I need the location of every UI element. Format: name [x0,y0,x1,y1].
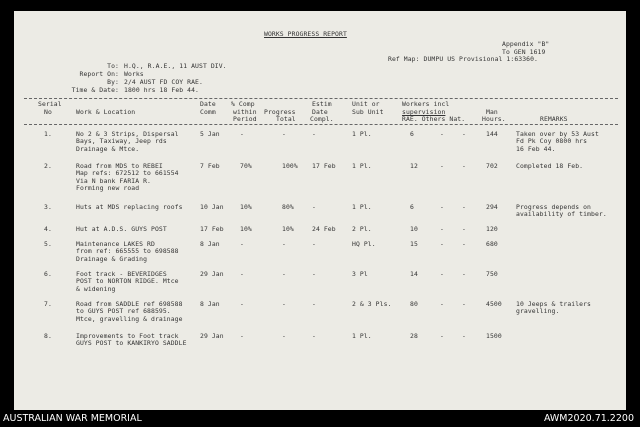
col-workers-supervision: supervision [402,108,446,116]
time-date-value: 1800 hrs 18 Feb 44. [124,86,200,94]
row-others: - [440,130,444,138]
col-date-comm: Comm [200,108,216,116]
row-unit: 1 Pl. [352,203,372,211]
row-date: 8 Jan [200,240,220,248]
row-comp: 70% [240,162,252,170]
row-rae: 6 [410,130,414,138]
col-date: Date [200,100,216,108]
col-serial-no: No [44,108,52,116]
row-total: - [282,240,286,248]
col-work-location: Work & Location [76,108,136,116]
row-work-line: Map refs: 672512 to 661554 [76,169,179,178]
appendix-label: Appendix "B" [502,40,550,48]
row-remarks-line: 10 Jeeps & trailers [516,300,592,308]
row-work-line: Drainage & Grading [76,254,148,263]
row-unit: 3 Pl [352,270,368,278]
row-date: 7 Feb [200,162,220,170]
col-man: Man [486,108,498,116]
row-work-line: Via N bank FARIA R. [76,176,152,185]
row-total: 80% [282,203,294,211]
row-others: - [440,300,444,308]
row-serial: 1. [44,130,52,138]
row-remarks-line: availability of timber. [516,210,607,219]
row-nat: - [462,162,466,170]
row-serial: 3. [44,203,52,211]
row-comp: 10% [240,225,252,233]
row-work-line: Road from SADDLE ref 698588 [76,300,183,308]
row-work-line: Drainage & Mtce. [76,144,140,153]
row-work-line: Foot track - BEVERIDGES [76,270,167,278]
row-date: 8 Jan [200,300,220,308]
row-estim: 24 Feb [312,225,336,233]
row-work-line: Hut at A.D.S. GUYS POST [76,225,167,233]
ref-map: Ref Map: DUMPU US Provisional 1:63360. [388,55,539,63]
row-unit: 2 Pl. [352,225,372,233]
row-hours: 144 [486,130,498,138]
row-rae: 15 [410,240,418,248]
col-progress: Progress [264,108,296,116]
row-unit: 2 & 3 Pls. [352,300,392,308]
row-comp: - [240,270,244,278]
row-comp: - [240,240,244,248]
row-estim: 17 Feb [312,162,336,170]
by-value: 2/4 AUST FD COY RAE. [124,78,203,86]
row-estim: - [312,300,316,308]
col-man-hours: Hours. [482,115,506,123]
row-nat: - [462,203,466,211]
row-date: 17 Feb [200,225,224,233]
row-nat: - [462,300,466,308]
col-sub-unit: Sub Unit [352,108,384,116]
footer-left: AUSTRALIAN WAR MEMORIAL [3,413,142,424]
row-others: - [440,332,444,340]
row-rae: 80 [410,300,418,308]
row-work-line: Huts at MDS replacing roofs [76,203,183,211]
col-serial: Serial [38,100,62,108]
row-total: 10% [282,225,294,233]
row-remarks-line: gravelling. [516,307,560,316]
row-total: - [282,300,286,308]
row-comp: - [240,300,244,308]
row-nat: - [462,130,466,138]
appendix-reference: To GEN 1619 [502,48,546,56]
row-others: - [440,162,444,170]
row-estim: - [312,332,316,340]
row-hours: 680 [486,240,498,248]
col-workers: Workers incl [402,100,450,108]
row-hours: 4500 [486,300,502,308]
row-hours: 120 [486,225,498,233]
table-top-rule [24,98,618,99]
table-header-rule [24,124,618,125]
row-rae: 14 [410,270,418,278]
row-comp: - [240,130,244,138]
row-date: 10 Jan [200,203,224,211]
time-date-label: Time & Date: [71,86,119,94]
col-comp: % Comp [231,100,255,108]
row-nat: - [462,240,466,248]
row-work-line: Mtce, gravelling & drainage [76,314,183,323]
row-work-line: Forming new road [76,183,140,192]
row-others: - [440,225,444,233]
row-serial: 7. [44,300,52,308]
row-unit: 1 Pl. [352,162,372,170]
col-remarks: REMARKS [540,115,568,123]
row-estim: - [312,130,316,138]
footer-right: AWM2020.71.2200 [543,413,634,424]
row-comp: 10% [240,203,252,211]
report-on-label: Report On: [79,70,119,78]
row-nat: - [462,270,466,278]
row-work-line: GUYS POST to KANKIRYO SADDLE [76,339,187,348]
row-work-line: from ref: 665555 to 698588 [76,247,179,256]
col-unit: Unit or [352,100,380,108]
col-estim-compl: Compl. [310,115,334,123]
row-unit: 1 Pl. [352,332,372,340]
row-estim: - [312,270,316,278]
row-work-line: POST to NORTON RIDGE. Mtce [76,277,179,286]
row-rae: 6 [410,203,414,211]
row-serial: 4. [44,225,52,233]
row-serial: 2. [44,162,52,170]
row-hours: 294 [486,203,498,211]
row-total: 100% [282,162,298,170]
row-unit: 1 Pl. [352,130,372,138]
row-date: 29 Jan [200,270,224,278]
row-serial: 5. [44,240,52,248]
row-comp: - [240,332,244,340]
to-label: To: [107,62,119,70]
row-total: - [282,130,286,138]
by-label: By: [107,78,119,86]
row-work-line: Maintenance LAKES RD [76,240,155,248]
row-estim: - [312,240,316,248]
row-remarks-line: Fd Pk Coy 0800 hrs [516,137,588,146]
col-workers-sub: RAE. Others Nat. [402,115,466,123]
row-unit: HQ Pl. [352,240,376,248]
row-remarks-line: 16 Feb 44. [516,144,556,153]
row-nat: - [462,225,466,233]
row-date: 5 Jan [200,130,220,138]
row-hours: 750 [486,270,498,278]
row-rae: 12 [410,162,418,170]
col-comp-within: within [233,108,257,116]
row-work-line: Road from MDS to REBEI [76,162,163,170]
row-total: - [282,270,286,278]
row-work-line: & widening [76,284,116,293]
row-rae: 10 [410,225,418,233]
row-others: - [440,203,444,211]
col-estim-date: Date [312,108,328,116]
row-nat: - [462,332,466,340]
row-total: - [282,332,286,340]
row-date: 29 Jan [200,332,224,340]
row-work-line: Improvements to Foot track [76,332,179,340]
col-estim: Estim [312,100,332,108]
report-title: WORKS PROGRESS REPORT [264,30,347,38]
row-hours: 702 [486,162,498,170]
row-work-line: No 2 & 3 Strips, Dispersal [76,130,179,138]
row-work-line: to GUYS POST ref 688595. [76,307,171,316]
col-progress-total: Total [276,115,296,123]
row-others: - [440,270,444,278]
row-remarks-line: Taken over by 53 Aust [516,130,599,138]
col-comp-period: Period [233,115,257,123]
row-work-line: Bays, Taxiway, Jeep rds [76,137,167,146]
row-estim: - [312,203,316,211]
row-hours: 1500 [486,332,502,340]
row-remarks-line: Completed 18 Feb. [516,162,584,170]
row-rae: 28 [410,332,418,340]
row-remarks-line: Progress depends on [516,203,592,211]
row-serial: 8. [44,332,52,340]
report-on-value: Works [124,70,144,78]
to-value: H.Q., R.A.E., 11 AUST DIV. [124,62,227,70]
row-others: - [440,240,444,248]
row-serial: 6. [44,270,52,278]
